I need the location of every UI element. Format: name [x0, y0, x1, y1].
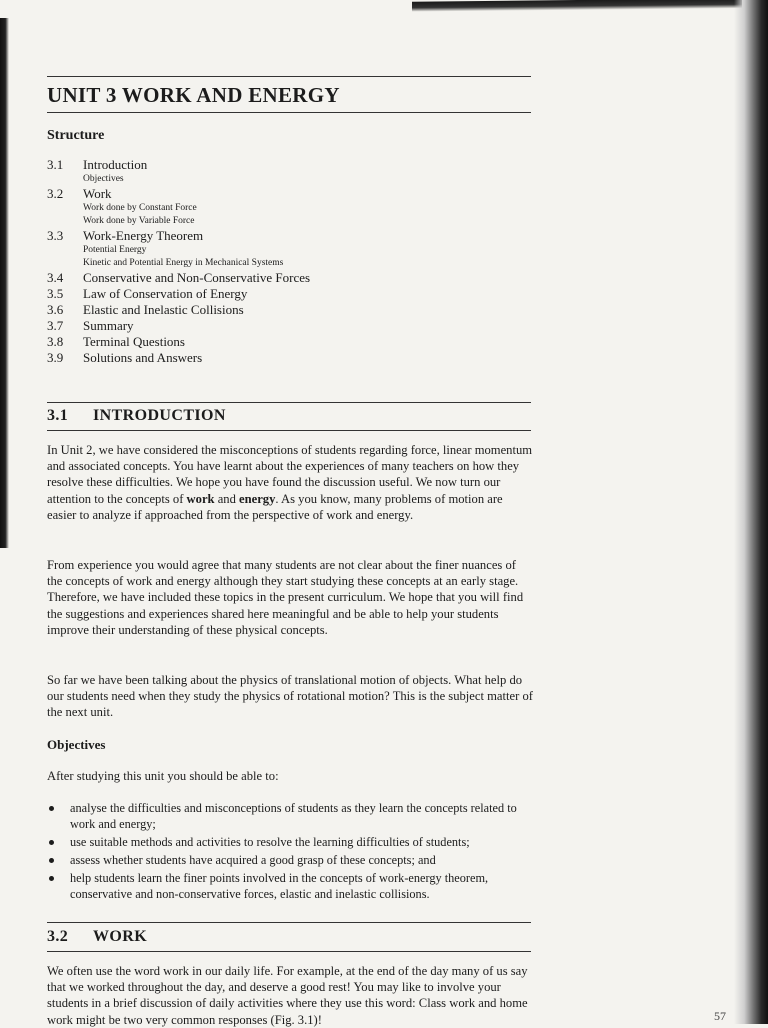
objective-item: use suitable methods and activities to resolve the learning difficulties of students;: [47, 834, 533, 850]
intro-p1-text-a: In Unit 2, we have considered the misconceptions of students regarding force, linear momentum and associated concepts. You have learnt about the experiences of many teachers on how they resolve these difficulties. We hope you have found the discussion useful. We now turn our attention to the concepts of: [47, 443, 533, 506]
intro-p1-bold-energy: energy: [239, 491, 276, 506]
intro-paragraph-3: So far we have been talking about the physics of translational motion of objects. What help do our students need when they study the physics of rotational motion? This is the subject matter of the next unit.: [47, 673, 533, 720]
intro-p1-text-b: and: [214, 491, 240, 506]
toc-item-label: Summary: [83, 318, 134, 333]
toc-item: [47, 286, 531, 302]
table-of-contents: [47, 157, 531, 366]
toc-item: [47, 302, 531, 318]
title-rule-top: [47, 76, 531, 77]
section-rule-top-work: [47, 922, 531, 923]
toc-item-number: 3.2: [47, 186, 64, 201]
toc-subitem: Potential Energy: [83, 245, 147, 255]
toc-item-number: 3.1: [47, 157, 64, 172]
toc-item: [47, 270, 531, 286]
section-rule-top: [47, 402, 531, 403]
section-rule-bottom-work: [47, 951, 531, 952]
toc-item-label: Conservative and Non-Conservative Forces: [83, 270, 311, 285]
unit-title: UNIT 3 WORK AND ENERGY: [47, 83, 340, 107]
section-rule-bottom: [47, 430, 531, 431]
toc-subitem: Work done by Variable Force: [83, 216, 195, 226]
intro-paragraph-1: [47, 442, 533, 523]
title-rule-bottom: [47, 112, 531, 113]
toc-item-number: 3.6: [47, 302, 64, 317]
toc-item-number: 3.8: [47, 334, 64, 349]
section-heading-introduction: [47, 407, 226, 425]
toc-item-label: Law of Conservation of Energy: [83, 286, 248, 301]
toc-item: [47, 186, 531, 228]
objective-item: analyse the difficulties and misconceptions of students as they learn the concepts related to work and energy;: [47, 800, 533, 832]
toc-item-label: Introduction: [83, 157, 148, 172]
scan-shadow-left: [0, 18, 9, 548]
toc-item-label: Work: [83, 186, 112, 201]
intro-p1-bold-work: work: [186, 491, 215, 506]
toc-item-number: 3.9: [47, 350, 64, 365]
section-heading-work: [47, 928, 147, 946]
toc-subitem: Work done by Constant Force: [83, 203, 197, 213]
objectives-intro: After studying this unit you should be able to:: [47, 769, 279, 783]
page-number: 57: [714, 1009, 726, 1023]
structure-heading: Structure: [47, 128, 105, 143]
section-number: 3.1: [47, 407, 69, 424]
toc-subitem: Kinetic and Potential Energy in Mechanical Systems: [83, 258, 284, 268]
objective-item: assess whether students have acquired a good grasp of these concepts; and: [47, 852, 533, 868]
toc-subitem: Objectives: [83, 174, 124, 184]
toc-item-label: Elastic and Inelastic Collisions: [83, 302, 244, 317]
intro-p1-text-c: . As you know, many problems of motion are easier to analyze if approached from the perspective of work and energy.: [47, 491, 503, 522]
scan-shadow-right: [734, 0, 768, 1024]
toc-item-label: Terminal Questions: [83, 334, 185, 349]
toc-item: [47, 228, 531, 270]
toc-item-number: 3.4: [47, 270, 64, 285]
section-title: WORK: [93, 928, 148, 945]
section-number: 3.2: [47, 928, 69, 945]
intro-paragraph-2: From experience you would agree that many students are not clear about the finer nuances of the concepts of work and energy although they start studying these concepts at an early stage. Therefore, we have included these topics in the present curriculum. We hope that you will find the suggestions and experiences shared here meaningful and be able to help your students improve their understanding of these physical concepts.: [47, 558, 524, 637]
toc-item-label: Work-Energy Theorem: [83, 228, 204, 243]
toc-item: [47, 334, 531, 350]
toc-item: [47, 157, 531, 186]
work-paragraph-1: We often use the word work in our daily life. For example, at the end of the day many of us say that we worked throughout the day, and deserve a good rest! You may like to involve your students in a brief discussion of daily activities where they use this word: Class work and home work might be two very common responses (Fig. 3.1)!: [47, 964, 528, 1027]
objectives-heading: Objectives: [47, 737, 106, 752]
toc-item-number: 3.7: [47, 318, 64, 333]
objectives-list: [47, 800, 533, 904]
scan-mark-top: [412, 0, 742, 12]
section-title: INTRODUCTION: [93, 407, 226, 424]
toc-item: [47, 350, 531, 366]
toc-item: [47, 318, 531, 334]
objective-item: help students learn the finer points involved in the concepts of work-energy theorem, conservative and non-conservative forces, elastic and inelastic collisions.: [47, 870, 533, 902]
toc-item-number: 3.5: [47, 286, 64, 301]
toc-item-label: Solutions and Answers: [83, 350, 203, 365]
toc-item-number: 3.3: [47, 228, 64, 243]
